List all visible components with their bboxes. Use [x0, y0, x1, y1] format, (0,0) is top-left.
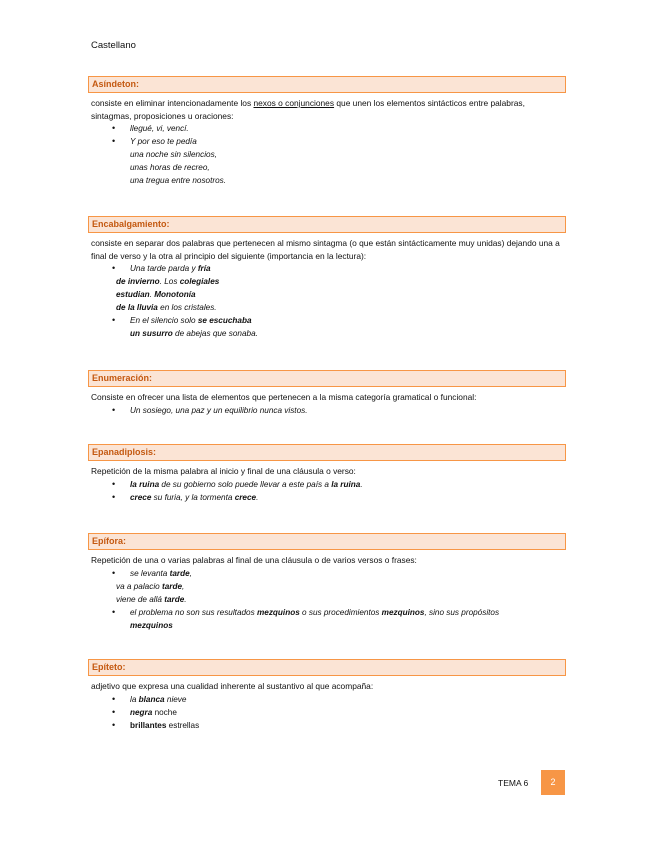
list-item: • En el silencio solo se escuchaba — [112, 315, 252, 325]
example-list — [88, 122, 566, 148]
section-definition: Consiste en ofrecer una lista de elementos que pertenecen a la misma categoría gramatical o funcional: — [91, 392, 477, 402]
example-list — [88, 314, 566, 327]
list-item: • la ruina de su gobierno solo puede llevar a este país a la ruina. — [112, 478, 363, 489]
section-heading: Asíndeton: — [88, 76, 566, 93]
section-epifora — [88, 533, 566, 632]
page-header-title: Castellano — [91, 40, 136, 51]
section-heading: Epanadiplosis: — [88, 444, 566, 461]
page-number: 2 — [541, 770, 565, 795]
list-item: • crece su furia, y la tormenta crece. — [112, 491, 259, 502]
footer-topic-label: TEMA 6 — [498, 778, 529, 788]
list-item: • brillantes estrellas — [112, 719, 200, 730]
list-item: • se levanta tarde, — [112, 567, 192, 578]
section-heading: Encabalgamiento: — [88, 216, 566, 233]
example-list — [88, 478, 566, 504]
section-definition: adjetivo que expresa una cualidad inherente al sustantivo al que acompaña: — [91, 681, 374, 691]
example-continuation: un susurro de abejas que sonaba. — [130, 329, 258, 338]
example-continuation: de invierno. Los colegiales — [116, 277, 220, 286]
list-item: • Y por eso te pedía — [112, 136, 197, 146]
example-list — [88, 404, 566, 417]
example-continuation: estudian. Monotonía — [116, 290, 196, 299]
list-item: • negra noche — [112, 706, 177, 717]
section-heading: Epífora: — [88, 533, 566, 550]
example-list — [88, 262, 566, 275]
example-list — [88, 606, 566, 619]
example-continuation: mezquinos — [130, 620, 173, 630]
section-definition: consiste en eliminar intencionadamente los nexos o conjunciones que unen los elementos sintácticos entre palabras, sintagmas, proposiciones u oraciones: — [91, 98, 525, 121]
list-item: • la blanca nieve — [112, 693, 187, 704]
list-item: • Una tarde parda y fría — [112, 263, 211, 273]
section-enumeracion — [88, 370, 566, 417]
section-asindeton — [88, 76, 566, 187]
example-continuation: va a palacio tarde, — [116, 581, 185, 591]
section-heading: Epíteto: — [88, 659, 566, 676]
section-definition: Repetición de una o varias palabras al final de una cláusula o de varios versos o frases: — [91, 555, 417, 565]
section-heading: Enumeración: — [88, 370, 566, 387]
section-definition: Repetición de la misma palabra al inicio y final de una cláusula o verso: — [91, 466, 356, 476]
section-encabalgamiento — [88, 216, 566, 340]
example-list — [88, 567, 566, 580]
list-item: • el problema no son sus resultados mezquinos o sus procedimientos mezquinos, sino sus propósitos — [112, 606, 500, 617]
example-list — [88, 693, 566, 732]
section-epiteto — [88, 659, 566, 732]
example-continuation: unas horas de recreo, — [130, 163, 210, 172]
list-item: • Un sosiego, una paz y un equilibrio nunca vistos. — [112, 404, 308, 415]
section-definition: consiste en separar dos palabras que pertenecen al mismo sintagma (o que están sintácticamente muy unidas) dejando una a final de verso y la otra al principio del siguiente (importancia en la lectura): — [91, 238, 560, 261]
section-epanadiplosis — [88, 444, 566, 504]
example-continuation: una tregua entre nosotros. — [130, 176, 227, 185]
list-item: • llegué, vi, vencí. — [112, 123, 189, 133]
example-continuation: viene de allá tarde. — [116, 594, 187, 604]
example-continuation: de la lluvia en los cristales. — [116, 303, 217, 312]
example-continuation: una noche sin silencios, — [130, 150, 217, 159]
